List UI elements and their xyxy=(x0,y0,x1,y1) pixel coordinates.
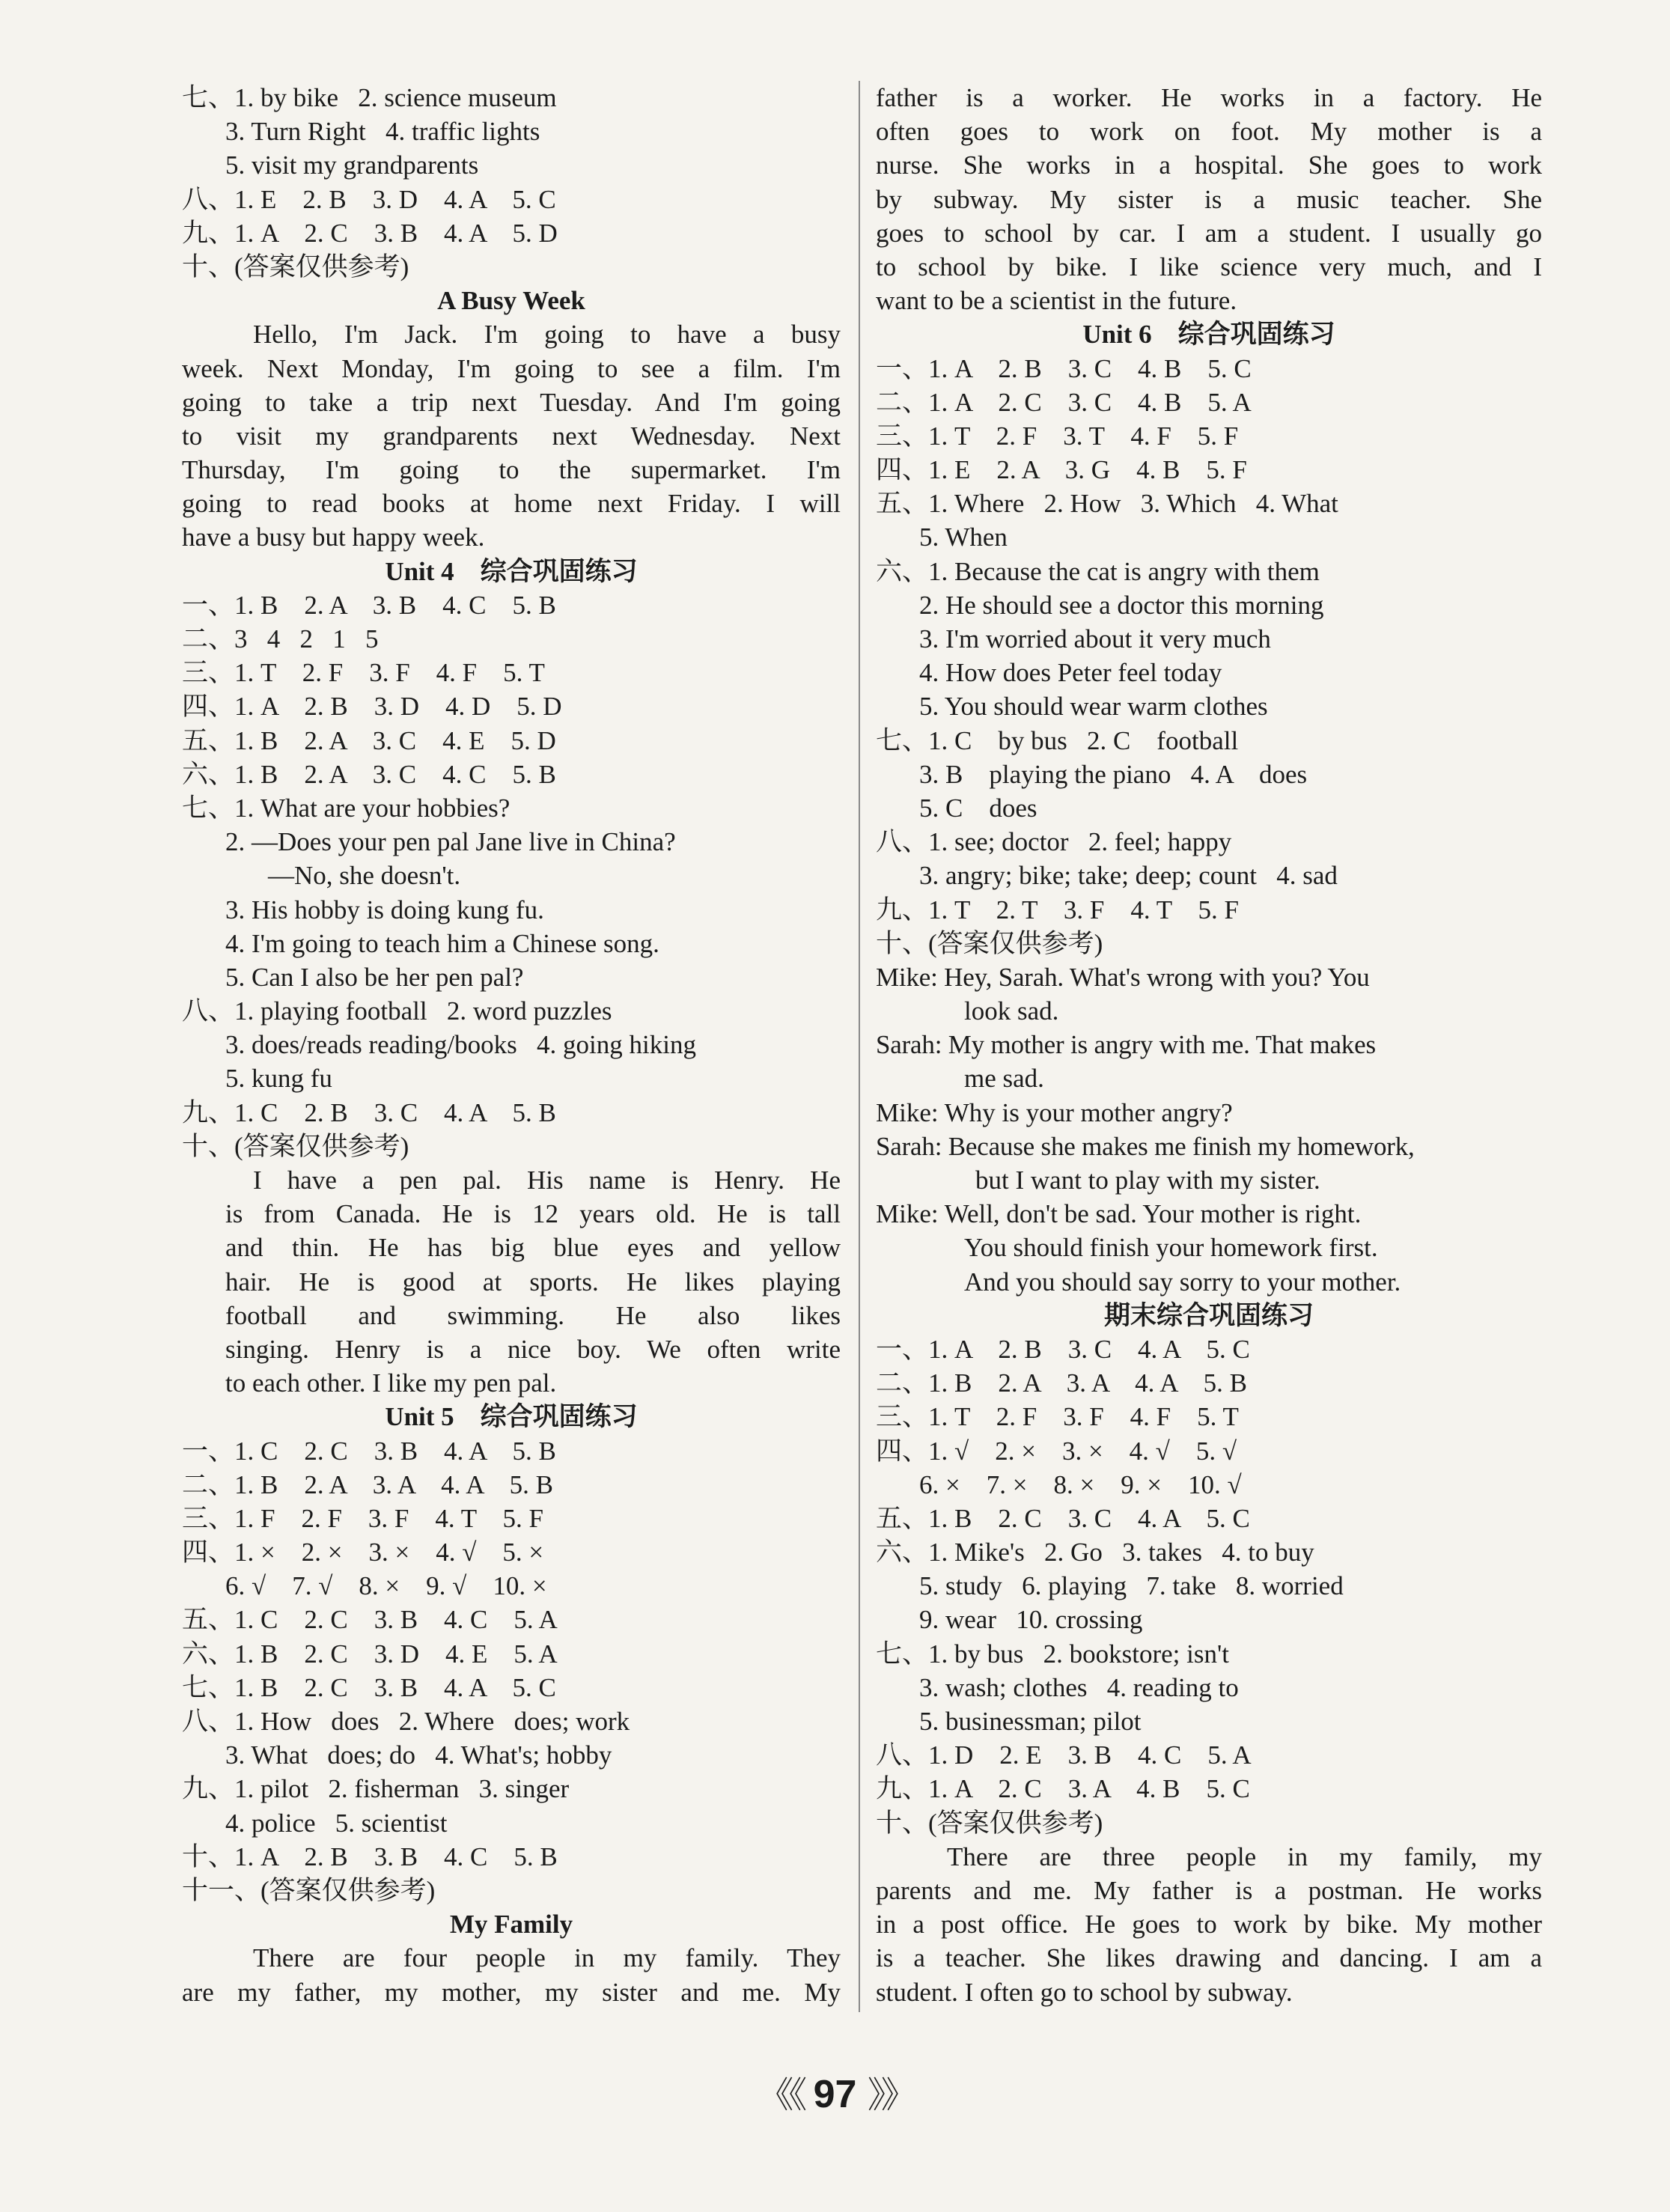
answer-line: 5. Can I also be her pen pal? xyxy=(225,962,524,992)
left-column xyxy=(182,81,841,2009)
answer-line: 九、1. C 2. B 3. C 4. A 5. B xyxy=(182,1097,556,1127)
right-chevron-icon: 》》 xyxy=(867,2076,912,2115)
answer-line: 十、(答案仅供参考) xyxy=(876,1808,1103,1838)
section-title-unit6: Unit 6 综合巩固练习 xyxy=(1082,320,1335,350)
dialogue-line: And you should say sorry to your mother. xyxy=(964,1267,1401,1297)
essay-title: A Busy Week xyxy=(437,286,585,316)
answer-line: 一、1. A 2. B 3. C 4. B 5. C xyxy=(876,353,1252,383)
answer-line: 3. wash; clothes 4. reading to xyxy=(919,1672,1239,1702)
answer-line: 3. Turn Right 4. traffic lights xyxy=(225,117,540,147)
answer-line: 5. study 6. playing 7. take 8. worried xyxy=(919,1571,1344,1601)
answer-line: 二、3 4 2 1 5 xyxy=(182,624,379,653)
dialogue-line: Mike: Hey, Sarah. What's wrong with you? You xyxy=(876,962,1370,992)
answer-line: 七、1. by bike 2. science museum xyxy=(182,83,557,112)
dialogue-line: me sad. xyxy=(964,1064,1044,1094)
section-title-unit5: Unit 5 综合巩固练习 xyxy=(385,1402,638,1432)
answer-line: 二、1. B 2. A 3. A 4. A 5. B xyxy=(876,1368,1247,1398)
answer-line: 3. What does; do 4. What's; hobby xyxy=(225,1740,612,1770)
dialogue-line: Mike: Why is your mother angry? xyxy=(876,1097,1233,1127)
dialogue-line: Sarah: Because she makes me finish my homework, xyxy=(876,1131,1415,1161)
essay-title: My Family xyxy=(449,1910,573,1940)
answer-line: 6. √ 7. √ 8. × 9. √ 10. × xyxy=(225,1571,547,1601)
answer-line: 四、1. A 2. B 3. D 4. D 5. D xyxy=(182,692,562,722)
answer-line: 9. wear 10. crossing xyxy=(919,1605,1143,1635)
dialogue-line: You should finish your homework first. xyxy=(964,1233,1378,1263)
essay-line: Thursday, I'm going to the supermarket. I'm xyxy=(182,455,841,485)
answer-line: 三、1. T 2. F 3. F 4. F 5. T xyxy=(182,658,545,688)
essay-line: nurse. She works in a hospital. She goes to work xyxy=(876,150,1542,180)
essay-line: want to be a scientist in the future. xyxy=(876,286,1237,316)
page-number-footer xyxy=(0,2066,1670,2118)
answer-line: 3. His hobby is doing kung fu. xyxy=(225,895,544,924)
essay-line: is a teacher. She likes drawing and dancing. I am a xyxy=(876,1943,1542,1973)
answer-line: 3. does/reads reading/books 4. going hiking xyxy=(225,1030,696,1060)
answer-line: 四、1. √ 2. × 3. × 4. √ 5. √ xyxy=(876,1436,1237,1466)
answer-line: 五、1. Where 2. How 3. Which 4. What xyxy=(876,489,1338,519)
essay-line: There are three people in my family, my xyxy=(947,1841,1542,1871)
essay-line: to each other. I like my pen pal. xyxy=(225,1368,557,1398)
answer-line: 九、1. A 2. C 3. B 4. A 5. D xyxy=(182,218,558,248)
answer-line: 九、1. pilot 2. fisherman 3. singer xyxy=(182,1774,570,1804)
answer-line: 八、1. playing football 2. word puzzles xyxy=(182,996,612,1026)
answer-line: 八、1. How does 2. Where does; work xyxy=(182,1707,630,1736)
answer-line: 3. angry; bike; take; deep; count 4. sad xyxy=(919,861,1338,891)
answer-line: 九、1. T 2. T 3. F 4. T 5. F xyxy=(876,895,1239,924)
answer-line: 5. You should wear warm clothes xyxy=(919,692,1268,722)
dialogue-line: but I want to play with my sister. xyxy=(975,1166,1320,1195)
essay-line: by subway. My sister is a music teacher. She xyxy=(876,184,1542,214)
answer-line: 八、1. see; doctor 2. feel; happy xyxy=(876,827,1232,857)
essay-line: student. I often go to school by subway. xyxy=(876,1977,1293,2007)
essay-line: week. Next Monday, I'm going to see a film. I'm xyxy=(182,353,841,383)
answer-line: 三、1. F 2. F 3. F 4. T 5. F xyxy=(182,1503,543,1533)
essay-line: father is a worker. He works in a factory. He xyxy=(876,83,1542,112)
answer-line: 一、1. C 2. C 3. B 4. A 5. B xyxy=(182,1436,556,1466)
answer-line: 2. He should see a doctor this morning xyxy=(919,590,1324,620)
answer-line: 七、1. B 2. C 3. B 4. A 5. C xyxy=(182,1672,556,1702)
answer-line: 五、1. B 2. C 3. C 4. A 5. C xyxy=(876,1503,1250,1533)
answer-line: 五、1. C 2. C 3. B 4. C 5. A xyxy=(182,1605,558,1635)
section-title-final: 期末综合巩固练习 xyxy=(1103,1300,1314,1330)
essay-line: going to read books at home next Friday. I will xyxy=(182,489,841,519)
essay-line: I have a pen pal. His name is Henry. He xyxy=(253,1166,841,1195)
answer-line: 七、1. What are your hobbies? xyxy=(182,793,511,823)
dialogue-line: Mike: Well, don't be sad. Your mother is right. xyxy=(876,1199,1362,1229)
answer-line: 一、1. B 2. A 3. B 4. C 5. B xyxy=(182,590,556,620)
answer-line: 3. B playing the piano 4. A does xyxy=(919,759,1308,789)
essay-line: There are four people in my family. They xyxy=(253,1943,841,1973)
answer-line: 七、1. C by bus 2. C football xyxy=(876,725,1239,755)
answer-line: 三、1. T 2. F 3. T 4. F 5. F xyxy=(876,421,1239,451)
answer-line: 八、1. D 2. E 3. B 4. C 5. A xyxy=(876,1740,1252,1770)
answer-line: 四、1. × 2. × 3. × 4. √ 5. × xyxy=(182,1538,544,1567)
answer-line: 六、1. Mike's 2. Go 3. takes 4. to buy xyxy=(876,1538,1314,1567)
answer-line: 十、1. A 2. B 3. B 4. C 5. B xyxy=(182,1841,558,1871)
answer-line: 六、1. Because the cat is angry with them xyxy=(876,556,1320,586)
answer-line: 4. I'm going to teach him a Chinese song. xyxy=(225,928,659,958)
answer-line: 五、1. B 2. A 3. C 4. E 5. D xyxy=(182,725,556,755)
essay-line: football and swimming. He also likes xyxy=(225,1300,841,1330)
answer-line: 六、1. B 2. C 3. D 4. E 5. A xyxy=(182,1639,558,1669)
answer-line: 七、1. by bus 2. bookstore; isn't xyxy=(876,1639,1230,1669)
answer-line: 4. How does Peter feel today xyxy=(919,658,1222,688)
answer-line: 6. × 7. × 8. × 9. × 10. √ xyxy=(919,1469,1242,1499)
essay-line: in a post office. He goes to work by bike. My mother xyxy=(876,1910,1542,1940)
essay-line: going to take a trip next Tuesday. And I'm going xyxy=(182,387,841,417)
answer-line: 二、1. B 2. A 3. A 4. A 5. B xyxy=(182,1469,553,1499)
left-chevron-icon: 《《 xyxy=(758,2076,803,2115)
answer-line: 5. When xyxy=(919,522,1008,552)
answer-line: —No, she doesn't. xyxy=(268,861,461,891)
answer-line: 八、1. E 2. B 3. D 4. A 5. C xyxy=(182,184,556,214)
right-column xyxy=(876,81,1542,2009)
section-title-unit4: Unit 4 综合巩固练习 xyxy=(385,556,638,586)
column-divider xyxy=(859,81,860,2012)
essay-line: Hello, I'm Jack. I'm going to have a busy xyxy=(253,320,841,350)
essay-line: is from Canada. He is 12 years old. He is tall xyxy=(225,1199,841,1229)
essay-line: and thin. He has big blue eyes and yellow xyxy=(225,1233,841,1263)
dialogue-line: look sad. xyxy=(964,996,1059,1026)
essay-line: goes to school by car. I am a student. I usually go xyxy=(876,218,1542,248)
answer-line: 5. C does xyxy=(919,793,1037,823)
essay-line: are my father, my mother, my sister and me. My xyxy=(182,1977,841,2007)
essay-line: to school by bike. I like science very much, and I xyxy=(876,252,1542,281)
essay-line: hair. He is good at sports. He likes playing xyxy=(225,1267,841,1297)
answer-line: 三、1. T 2. F 3. F 4. F 5. T xyxy=(876,1402,1239,1432)
answer-line: 十、(答案仅供参考) xyxy=(182,252,409,281)
answer-line: 二、1. A 2. C 3. C 4. B 5. A xyxy=(876,387,1252,417)
essay-line: parents and me. My father is a postman. He works xyxy=(876,1875,1542,1905)
essay-line: singing. Henry is a nice boy. We often write xyxy=(225,1334,841,1364)
essay-line: to visit my grandparents next Wednesday. Next xyxy=(182,421,841,451)
answer-line: 3. I'm worried about it very much xyxy=(919,624,1271,653)
answer-line: 5. kung fu xyxy=(225,1064,332,1094)
essay-line: have a busy but happy week. xyxy=(182,522,485,552)
answer-line: 十一、(答案仅供参考) xyxy=(182,1875,436,1905)
answer-line: 4. police 5. scientist xyxy=(225,1808,448,1838)
dialogue-line: Sarah: My mother is angry with me. That makes xyxy=(876,1030,1376,1060)
answer-line: 六、1. B 2. A 3. C 4. C 5. B xyxy=(182,759,556,789)
answer-line: 四、1. E 2. A 3. G 4. B 5. F xyxy=(876,455,1247,485)
answer-line: 十、(答案仅供参考) xyxy=(876,928,1103,958)
answer-line: 一、1. A 2. B 3. C 4. A 5. C xyxy=(876,1334,1250,1364)
answer-line: 十、(答案仅供参考) xyxy=(182,1131,409,1161)
answer-line: 5. visit my grandparents xyxy=(225,150,479,180)
answer-line: 九、1. A 2. C 3. A 4. B 5. C xyxy=(876,1774,1250,1804)
answer-line: 2. —Does your pen pal Jane live in China? xyxy=(225,827,676,857)
essay-line: often goes to work on foot. My mother is a xyxy=(876,117,1542,147)
page-number: 97 xyxy=(813,2073,857,2116)
answer-line: 5. businessman; pilot xyxy=(919,1707,1142,1736)
